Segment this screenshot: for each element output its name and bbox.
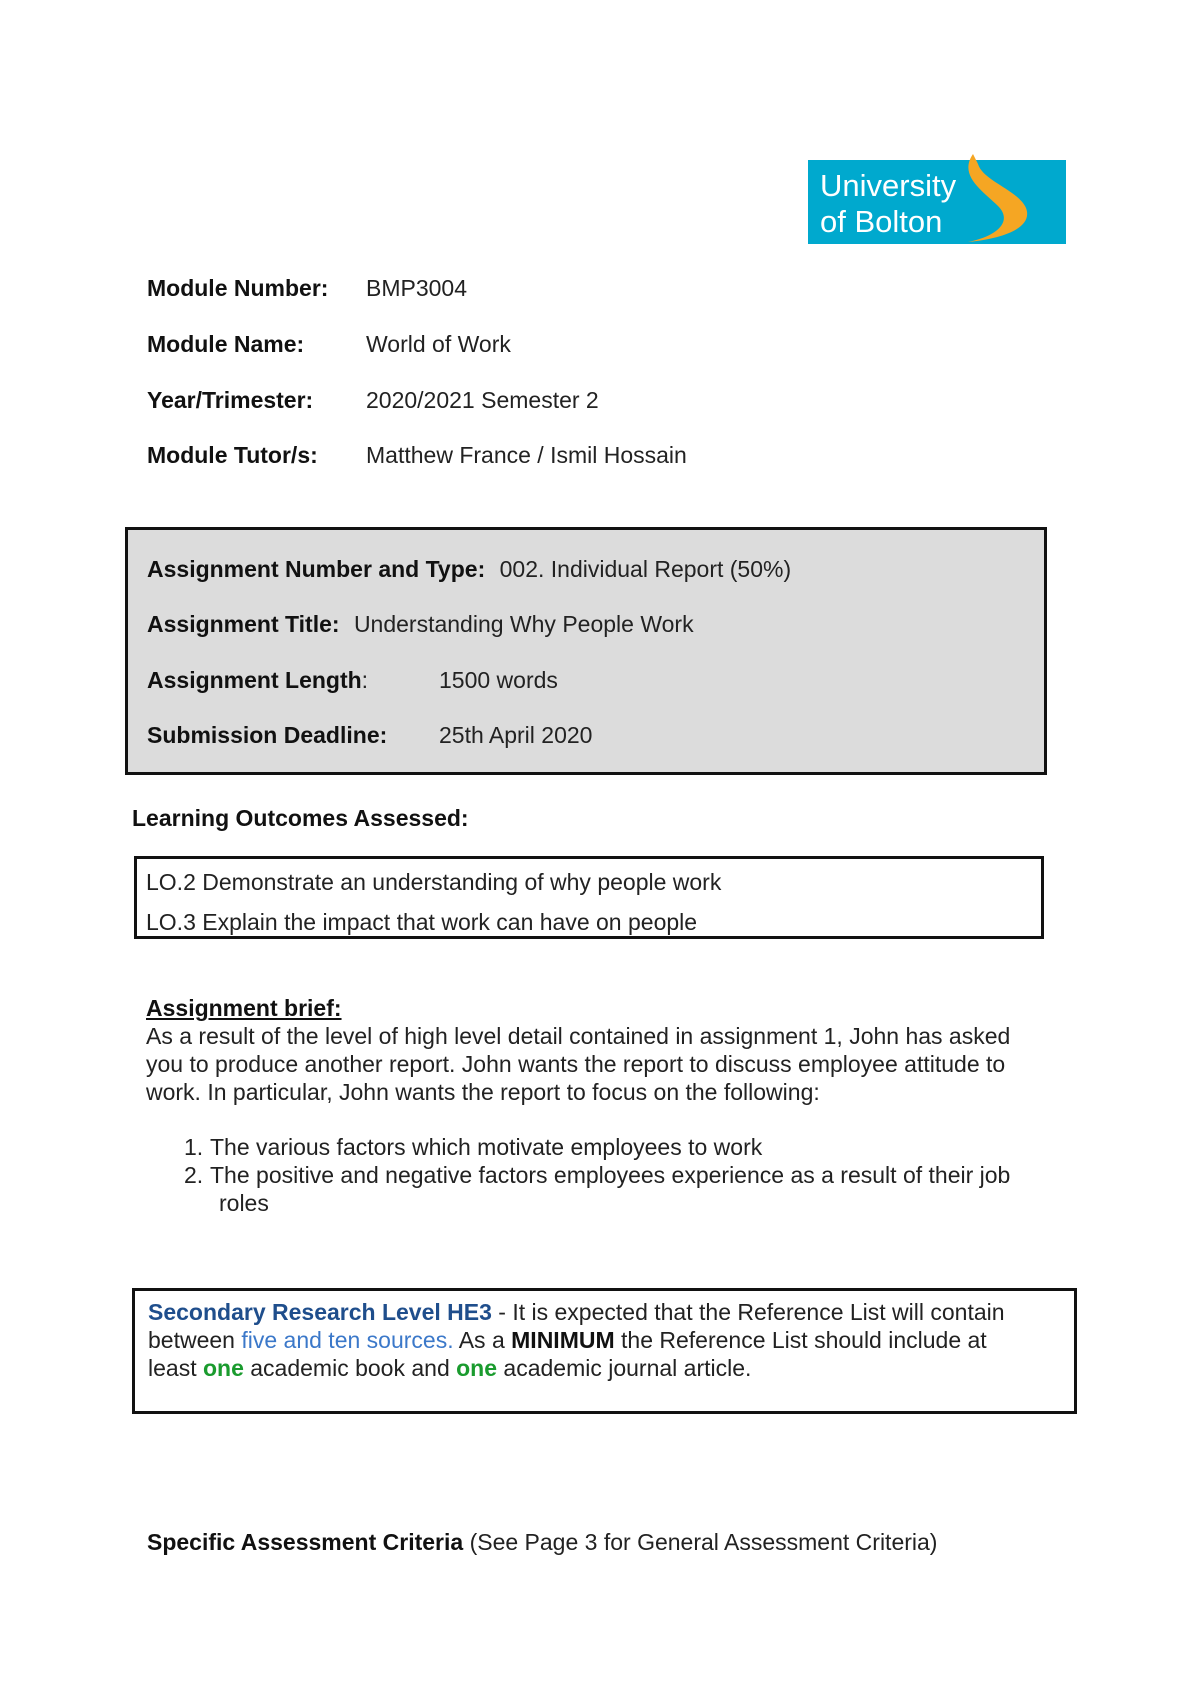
- research-title: Secondary Research Level HE3: [148, 1299, 492, 1325]
- research-sources-highlight: five and ten sources.: [241, 1327, 454, 1353]
- logo-line-2: of Bolton: [820, 204, 943, 239]
- research-text: least: [148, 1355, 203, 1381]
- assignment-title-value: Understanding Why People Work: [353, 611, 694, 637]
- assignment-number-value: 002. Individual Report (50%): [499, 556, 792, 582]
- module-number-value: BMP3004: [366, 275, 468, 301]
- year-trimester-value: 2020/2021 Semester 2: [366, 387, 599, 413]
- module-name-value: World of Work: [366, 331, 511, 357]
- module-tutor-value: Matthew France / Ismil Hossain: [366, 442, 687, 468]
- brief-paragraph-line: work. In particular, John wants the report to focus on the following:: [146, 1079, 820, 1105]
- research-text: - It is expected that the Reference List will contain: [491, 1299, 1005, 1325]
- assignment-number-row: [147, 555, 791, 583]
- research-line-3: [148, 1354, 751, 1382]
- assignment-title-row: [147, 610, 694, 638]
- year-trimester-label: Year/Trimester:: [147, 387, 314, 413]
- brief-paragraph-line: you to produce another report. John wants the report to discuss employee attitude to: [146, 1051, 1006, 1077]
- brief-list-item: The various factors which motivate employees to work: [210, 1134, 763, 1160]
- brief-list-continuation: roles: [219, 1190, 269, 1216]
- research-text: between: [148, 1327, 242, 1353]
- research-text: As a: [453, 1327, 512, 1353]
- assignment-length-label-row: [147, 666, 368, 694]
- research-minimum: MINIMUM: [511, 1327, 615, 1353]
- assignment-length-label: Assignment Length: [147, 667, 362, 693]
- logo-line-1: University: [820, 168, 957, 203]
- assignment-length-colon: :: [361, 667, 369, 693]
- learning-outcome-item: LO.2 Demonstrate an understanding of why people work: [146, 869, 722, 895]
- brief-paragraph-line: As a result of the level of high level detail contained in assignment 1, John has asked: [146, 1023, 1011, 1049]
- assignment-number-label: Assignment Number and Type:: [147, 556, 486, 582]
- university-logo: [808, 146, 1066, 244]
- criteria-note: (See Page 3 for General Assessment Criteria): [463, 1529, 938, 1555]
- research-text: academic journal article.: [497, 1355, 752, 1381]
- learning-outcome-item: LO.3 Explain the impact that work can have on people: [146, 909, 698, 935]
- research-text: academic book and: [243, 1355, 457, 1381]
- research-line-1: [148, 1298, 1005, 1326]
- assignment-title-label: Assignment Title:: [147, 611, 340, 637]
- module-name-label: Module Name:: [147, 331, 305, 357]
- module-number-label: Module Number:: [147, 275, 329, 301]
- research-one-highlight: one: [202, 1355, 244, 1381]
- research-text: the Reference List should include at: [614, 1327, 987, 1353]
- submission-deadline-label: Submission Deadline:: [147, 722, 388, 748]
- brief-list-item: The positive and negative factors employees experience as a result of their job: [210, 1162, 1011, 1188]
- learning-outcomes-heading: Learning Outcomes Assessed:: [132, 805, 469, 831]
- assignment-brief-heading: Assignment brief:: [146, 995, 342, 1021]
- module-tutor-label: Module Tutor/s:: [147, 442, 318, 468]
- brief-list-number: 1.: [184, 1134, 204, 1160]
- submission-deadline-value: 25th April 2020: [439, 722, 593, 748]
- assignment-length-value: 1500 words: [439, 667, 558, 693]
- specific-assessment-criteria: [147, 1528, 937, 1556]
- research-line-2: [148, 1326, 987, 1354]
- research-one-highlight: one: [456, 1355, 498, 1381]
- brief-list-number: 2.: [184, 1162, 204, 1188]
- criteria-heading: Specific Assessment Criteria: [147, 1529, 464, 1555]
